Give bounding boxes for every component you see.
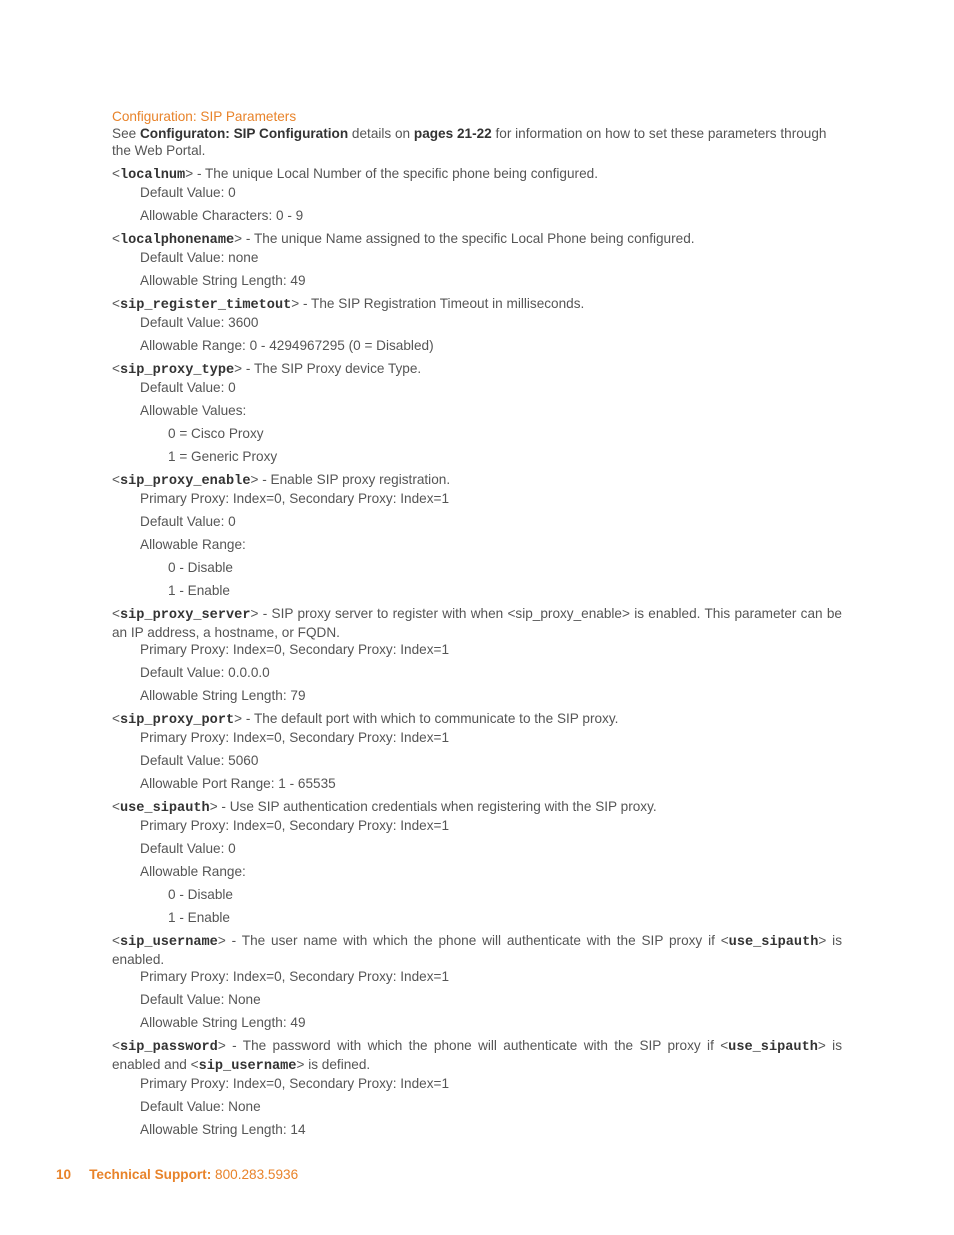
param-description: is enabled. bbox=[112, 933, 842, 967]
index-info: Primary Proxy: Index=0, Secondary Proxy: Index=1 bbox=[140, 642, 450, 657]
page-footer bbox=[56, 1166, 298, 1183]
allowable-values: Allowable Range: 0 - 4294967295 (0 = Disabled) bbox=[140, 338, 434, 353]
option-item: 0 = Cisco Proxy bbox=[168, 426, 264, 441]
index-info: Primary Proxy: Index=0, Secondary Proxy: Index=1 bbox=[140, 818, 450, 833]
option-item: 0 - Disable bbox=[168, 560, 233, 575]
param-name: localnum bbox=[119, 168, 186, 183]
param-sip-proxy-enable: <sip_proxy_enable> - Enable SIP proxy registration. Primary Proxy: Index=0, Secondary Proxy: Index=1 Default Value: 0 Allowable Range: 0 - Disable 1 - Enable bbox=[112, 471, 842, 599]
index-info: Primary Proxy: Index=0, Secondary Proxy: Index=1 bbox=[140, 969, 450, 984]
param-description: is enabled and bbox=[112, 1038, 843, 1072]
param-description: - The user name with which the phone will authenticate with the SIP proxy if bbox=[225, 933, 721, 948]
param-description: - The unique Local Number of the specific phone being configured. bbox=[193, 166, 598, 181]
param-description: - The SIP Registration Timeout in milliseconds. bbox=[299, 296, 585, 311]
param-sip-username: <sip_username> - The user name with which the phone will authenticate with the SIP proxy if <use_sipauth> is enabled. Primary Proxy: Index=0, Secondary Proxy: Index=1 Default Value: None Allowable String Length: 49 bbox=[112, 933, 842, 1030]
allowable-values: Allowable Characters: 0 - 9 bbox=[140, 208, 304, 223]
default-value: Default Value: 0.0.0.0 bbox=[140, 665, 270, 680]
param-name: sip_proxy_server bbox=[119, 608, 251, 623]
support-phone: 800.283.5936 bbox=[215, 1167, 299, 1182]
index-info: Primary Proxy: Index=0, Secondary Proxy: Index=1 bbox=[140, 491, 450, 506]
param-sip-register-timetout: <sip_register_timetout> - The SIP Registration Timeout in milliseconds. Default Value: 3600 Allowable Range: 0 - 4294967295 (0 = Disabled) bbox=[112, 295, 842, 354]
default-value: Default Value: None bbox=[140, 1099, 261, 1114]
param-name: localphonename bbox=[119, 233, 235, 248]
index-info: Primary Proxy: Index=0, Secondary Proxy: Index=1 bbox=[140, 730, 450, 745]
allowable-values: Allowable String Length: 49 bbox=[140, 273, 306, 288]
param-sip-proxy-port: <sip_proxy_port> - The default port with which to communicate to the SIP proxy. Primary Proxy: Index=0, Secondary Proxy: Index=1 Default Value: 5060 Allowable Port Range: 1 - 65535 bbox=[112, 710, 842, 792]
param-description: - The unique Name assigned to the specific Local Phone being configured. bbox=[242, 231, 695, 246]
option-item: 1 - Enable bbox=[168, 583, 230, 598]
param-description: - Use SIP authentication credentials when registering with the SIP proxy. bbox=[217, 799, 657, 814]
param-description: - The password with which the phone will authenticate with the SIP proxy if bbox=[225, 1038, 721, 1053]
param-description: - The default port with which to communicate to the SIP proxy. bbox=[242, 711, 619, 726]
param-sip-proxy-server: <sip_proxy_server> - SIP proxy server to register with when <sip_proxy_enable> is enabled. This parameter can be an IP address, a hostname, or FQDN. Primary Proxy: Index=0, Secondary Proxy: Index=1 Default Value: 0.0.0.0 Allowable String Length: 79 bbox=[112, 606, 842, 703]
option-item: 1 = Generic Proxy bbox=[168, 449, 278, 464]
param-name: sip_register_timetout bbox=[119, 298, 292, 313]
default-value: Default Value: 0 bbox=[140, 514, 236, 529]
default-value: Default Value: None bbox=[140, 992, 261, 1007]
intro-ref-pages: pages 21-22 bbox=[413, 126, 492, 141]
index-info: Primary Proxy: Index=0, Secondary Proxy: Index=1 bbox=[140, 1076, 450, 1091]
default-value: Default Value: 3600 bbox=[140, 315, 259, 330]
param-name: sip_proxy_port bbox=[119, 713, 235, 728]
param-name: sip_proxy_type bbox=[119, 363, 235, 378]
document-body bbox=[112, 108, 842, 1144]
param-description: - The SIP Proxy device Type. bbox=[242, 361, 422, 376]
param-description: - SIP proxy server to register with when <sip_proxy_enable> is enabled. This parameter can be an IP address, a hostname, or FQDN. bbox=[112, 606, 842, 640]
allowable-values: Allowable String Length: 79 bbox=[140, 688, 306, 703]
param-reference: use_sipauth bbox=[728, 1040, 818, 1055]
param-localnum: <localnum> - The unique Local Number of the specific phone being configured. Default Value: 0 Allowable Characters: 0 - 9 bbox=[112, 165, 842, 224]
default-value: Default Value: 0 bbox=[140, 185, 236, 200]
intro-ref-section: Configuraton: SIP Configuration bbox=[139, 126, 349, 141]
param-description: - Enable SIP proxy registration. bbox=[258, 472, 451, 487]
allowable-values: Allowable Port Range: 1 - 65535 bbox=[140, 776, 336, 791]
allowable-values: Allowable String Length: 14 bbox=[140, 1122, 306, 1137]
param-name: sip_password bbox=[119, 1040, 218, 1055]
section-title: Configuration: SIP Parameters bbox=[112, 109, 297, 124]
param-sip-proxy-type: <sip_proxy_type> - The SIP Proxy device Type. Default Value: 0 Allowable Values: 0 = Cisco Proxy 1 = Generic Proxy bbox=[112, 360, 842, 465]
default-value: Default Value: 0 bbox=[140, 380, 236, 395]
param-use-sipauth: <use_sipauth> - Use SIP authentication credentials when registering with the SIP proxy. Primary Proxy: Index=0, Secondary Proxy: Index=1 Default Value: 0 Allowable Range: 0 - Disable 1 - Enable bbox=[112, 798, 842, 926]
param-sip-password: <sip_password> - The password with which the phone will authenticate with the SIP proxy if <use_sipauth> is enabled and <sip_username> is defined. Primary Proxy: Index=0, Secondary Proxy: Index=1 Default Value: None Allowable String Length: 14 bbox=[112, 1038, 843, 1137]
param-name: sip_username bbox=[119, 935, 218, 950]
page-number: 10 bbox=[56, 1167, 72, 1182]
param-reference: use_sipauth bbox=[728, 935, 819, 950]
param-reference: sip_username bbox=[198, 1059, 297, 1074]
allowable-values: Allowable Range: bbox=[140, 864, 246, 879]
intro-text: details on bbox=[348, 126, 414, 141]
option-item: 1 - Enable bbox=[168, 910, 230, 925]
param-localphonename: <localphonename> - The unique Name assigned to the specific Local Phone being configured. Default Value: none Allowable String Length: 49 bbox=[112, 230, 842, 289]
allowable-values: Allowable Values: bbox=[140, 403, 247, 418]
param-name: use_sipauth bbox=[119, 801, 210, 816]
support-label: Technical Support: bbox=[89, 1167, 212, 1182]
allowable-values: Allowable String Length: 49 bbox=[140, 1015, 306, 1030]
default-value: Default Value: 5060 bbox=[140, 753, 259, 768]
default-value: Default Value: 0 bbox=[140, 841, 236, 856]
default-value: Default Value: none bbox=[140, 250, 259, 265]
option-item: 0 - Disable bbox=[168, 887, 233, 902]
intro-text: See bbox=[112, 126, 140, 141]
intro-paragraph bbox=[112, 125, 842, 159]
intro-text: for information on how to set these parameters through the Web Portal. bbox=[112, 126, 827, 158]
param-description: is defined. bbox=[304, 1057, 371, 1072]
allowable-values: Allowable Range: bbox=[140, 537, 246, 552]
param-name: sip_proxy_enable bbox=[119, 474, 251, 489]
